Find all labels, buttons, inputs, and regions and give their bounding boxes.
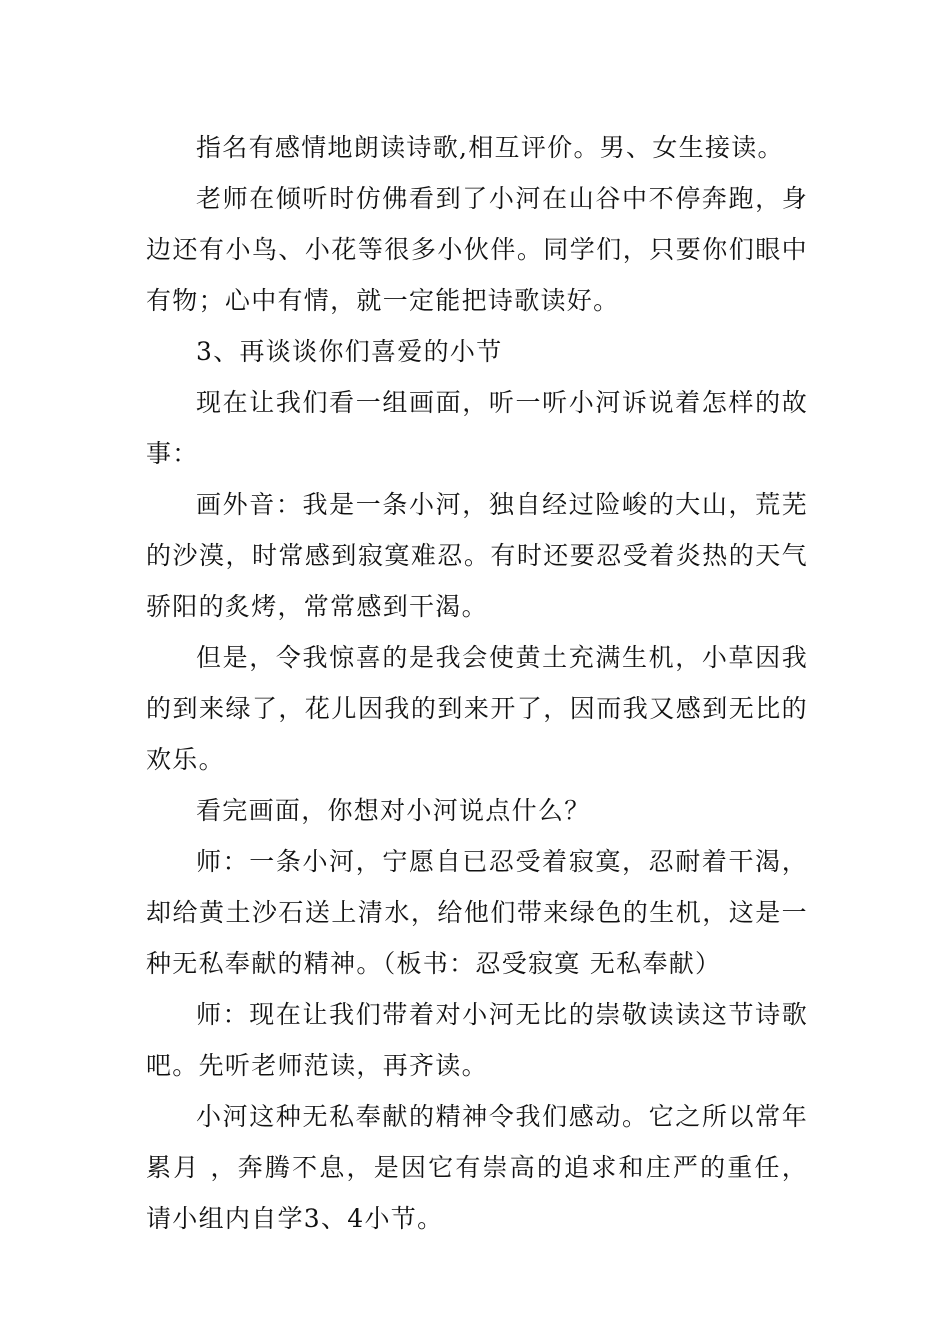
paragraph-read-aloud: 指名有感情地朗读诗歌,相互评价。男、女生接读。 [196, 133, 784, 162]
paragraph-self-study: 小河这种无私奉献的精神令我们感动。它之所以常年累月 ，奔腾不息，是因它有崇高的追求和庄严的重任，请小组内自学3、4小节。 [146, 1102, 808, 1233]
paragraph-section-heading: 3、再谈谈你们喜爱的小节 [196, 337, 503, 366]
paragraph-question: 看完画面，你想对小河说点什么？ [196, 796, 591, 825]
paragraph-teacher-reading: 师：现在让我们带着对小河无比的崇敬读读这节诗歌吧。先听老师范读，再齐读。 [146, 1000, 808, 1080]
document-body [146, 122, 808, 1244]
paragraph-surprise: 但是，令我惊喜的是我会使黄土充满生机，小草因我的到来绿了，花儿因我的到来开了，因而我又感到无比的欢乐。 [146, 643, 808, 774]
paragraph-teacher-dedication: 师：一条小河，宁愿自已忍受着寂寞，忍耐着干渴，却给黄土沙石送上清水，给他们带来绿色的生机，这是一种无私奉献的精神。（板书：忍受寂寞 无私奉献） [146, 847, 808, 978]
paragraph-voiceover: 画外音：我是一条小河，独自经过险峻的大山，荒芜的沙漠，时常感到寂寞难忍。有时还要忍受着炎热的天气骄阳的炙烤，常常感到干渴。 [146, 490, 808, 621]
paragraph-teacher-listening: 老师在倾听时仿佛看到了小河在山谷中不停奔跑，身边还有小鸟、小花等很多小伙伴。同学们，只要你们眼中有物；心中有情，就一定能把诗歌读好。 [146, 184, 808, 315]
paragraph-view-pictures: 现在让我们看一组画面，听一听小河诉说着怎样的故事： [146, 388, 808, 468]
